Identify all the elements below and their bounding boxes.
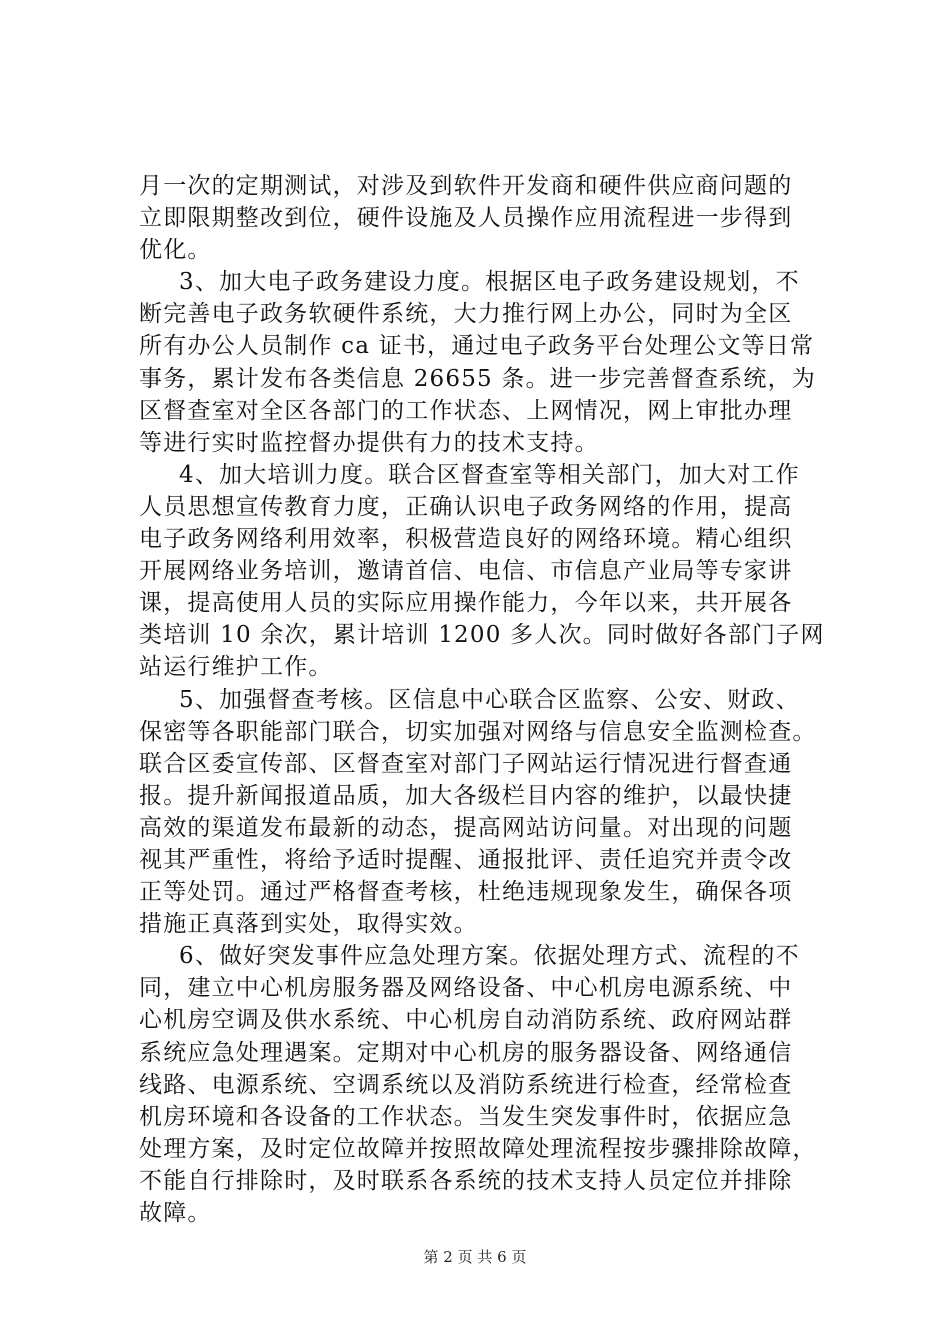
text-line: 线路、电源系统、空调系统以及消防系统进行检查，经常检查 (139, 1071, 793, 1098)
text-line: 立即限期整改到位，硬件设施及人员操作应用流程进一步得到 (139, 205, 793, 232)
text-line: 视其严重性，将给予适时提醒、通报批评、责任追究并责令改 (139, 846, 793, 873)
text-line: 机房环境和各设备的工作状态。当发生突发事件时，依据应急 (139, 1103, 793, 1130)
text-line: 事务，累计发布各类信息 26655 条。进一步完善督查系统，为 (139, 365, 816, 392)
text-line: 正等处罚。通过严格督查考核，杜绝违规现象发生，确保各项 (139, 879, 793, 906)
text-line: 等进行实时监控督办提供有力的技术支持。 (139, 429, 599, 456)
text-line: 保密等各职能部门联合，切实加强对网络与信息安全监测检查。 (139, 718, 817, 745)
text-line: 故障。 (139, 1200, 212, 1226)
text-line: 月一次的定期测试，对涉及到软件开发商和硬件供应商问题的 (139, 173, 793, 199)
text-line: 措施正真落到实处，取得实效。 (139, 911, 478, 938)
page-number-footer: 第 2 页 共 6 页 (423, 1248, 527, 1266)
text-line: 不能自行排除时，及时联系各系统的技术支持人员定位并排除 (139, 1167, 793, 1194)
text-line: 所有办公人员制作 ca 证书，通过电子政务平台处理公文等日常 (139, 333, 815, 360)
paragraph-heading-6: 6、做好突发事件应急处理方案。依据处理方式、流程的不 (179, 943, 800, 970)
text-line: 人员思想宣传教育力度，正确认识电子政务网络的作用，提高 (139, 493, 793, 520)
text-line: 处理方案，及时定位故障并按照故障处理流程按步骤排除故障， (139, 1135, 817, 1162)
text-line: 报。提升新闻报道品质，加大各级栏目内容的维护，以最快捷 (139, 782, 793, 809)
text-line: 高效的渠道发布最新的动态，提高网站访问量。对出现的问题 (139, 814, 793, 841)
text-line: 站运行维护工作。 (139, 654, 333, 681)
text-line: 心机房空调及供水系统、中心机房自动消防系统、政府网站群 (139, 1007, 793, 1034)
text-line: 课，提高使用人员的实际应用操作能力，今年以来，共开展各 (139, 590, 793, 617)
paragraph-heading-4: 4、加大培训力度。联合区督查室等相关部门，加大对工作 (179, 461, 800, 488)
text-line: 类培训 10 余次，累计培训 1200 多人次。同时做好各部门子网 (139, 622, 825, 649)
text-line: 断完善电子政务软硬件系统，大力推行网上办公，同时为全区 (139, 301, 793, 328)
text-line: 同，建立中心机房服务器及网络设备、中心机房电源系统、中 (139, 975, 793, 1002)
document-body (139, 170, 839, 1229)
text-line: 开展网络业务培训，邀请首信、电信、市信息产业局等专家讲 (139, 558, 793, 585)
text-line: 区督查室对全区各部门的工作状态、上网情况，网上审批办理 (139, 397, 793, 424)
text-line: 优化。 (139, 237, 212, 264)
paragraph-heading-5: 5、加强督查考核。区信息中心联合区监察、公安、财政、 (179, 686, 800, 713)
text-line: 系统应急处理遇案。定期对中心机房的服务器设备、网络通信 (139, 1039, 793, 1066)
paragraph-heading-3: 3、加大电子政务建设力度。根据区电子政务建设规划，不 (179, 269, 800, 296)
text-line: 电子政务网络利用效率，积极营造良好的网络环境。精心组织 (139, 526, 793, 553)
text-line: 联合区委宣传部、区督查室对部门子网站运行情况进行督查通 (139, 750, 793, 777)
